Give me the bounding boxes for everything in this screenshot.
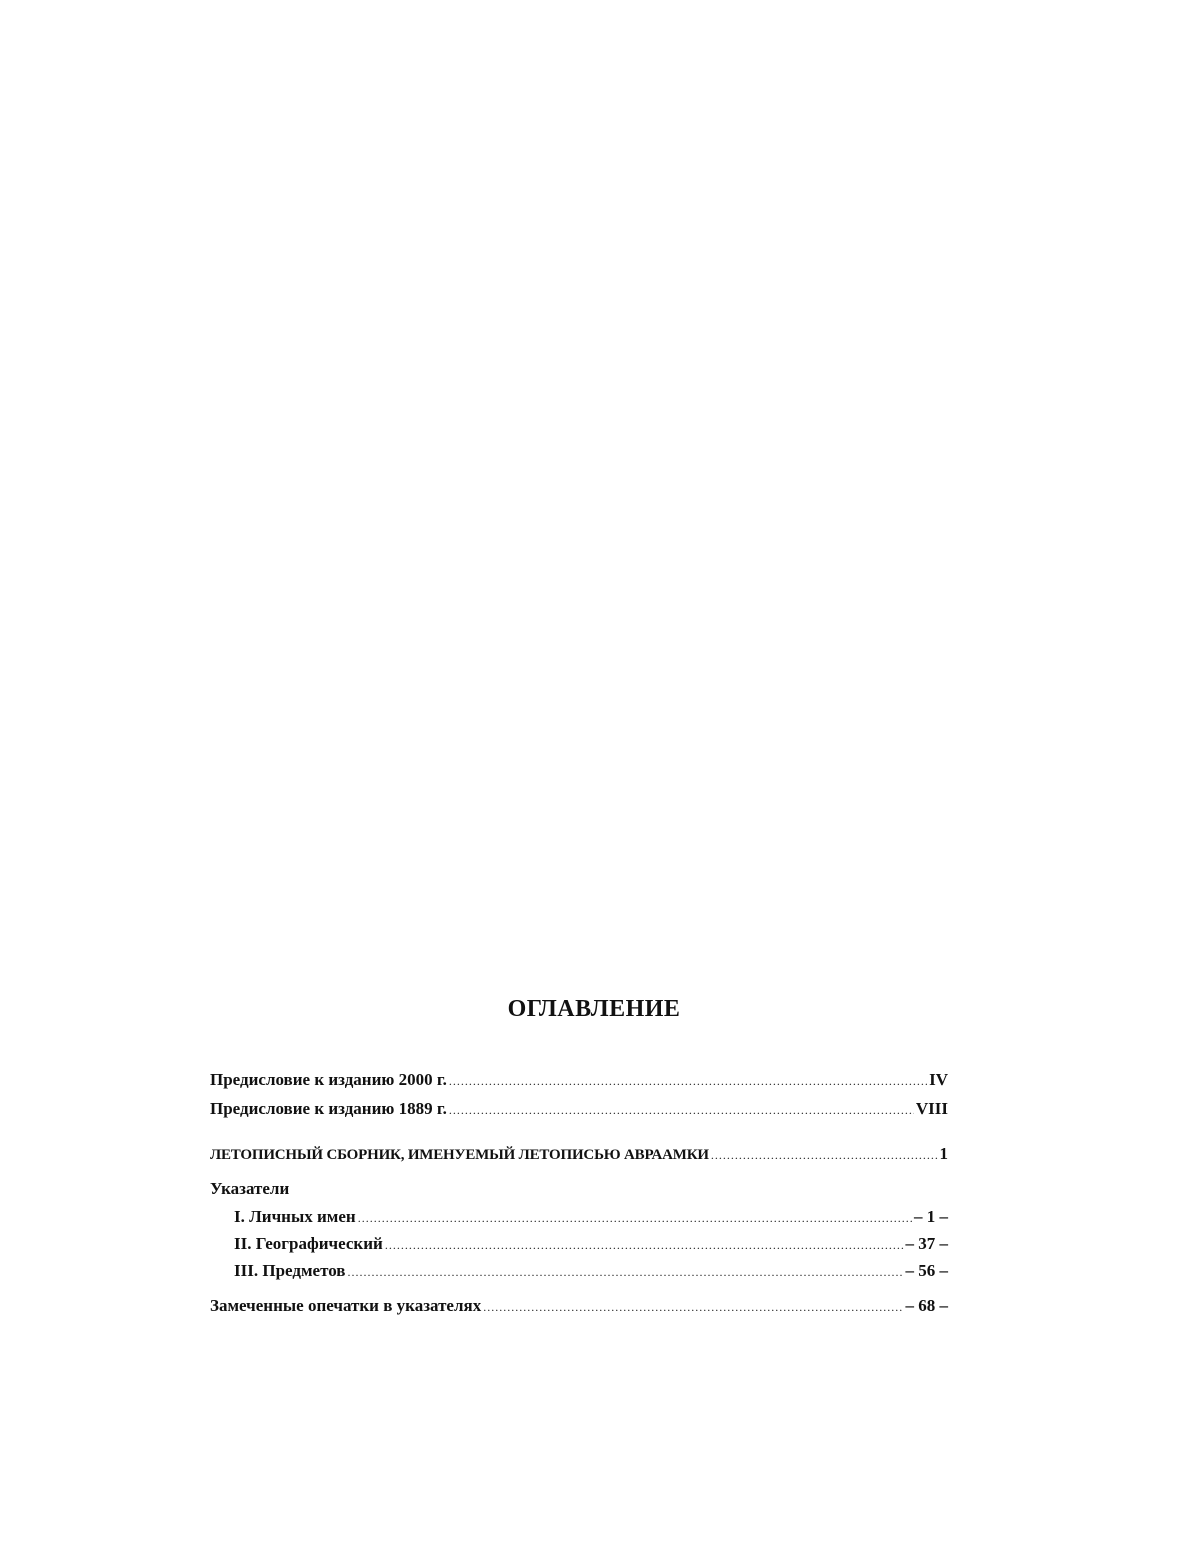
toc-page-number: – 56 – — [905, 1261, 948, 1280]
dot-leader — [385, 1238, 904, 1253]
dot-leader — [449, 1074, 927, 1089]
toc-entry-label: I. Личных имен — [234, 1207, 356, 1226]
toc-page-number: – 1 – — [914, 1207, 948, 1226]
dot-leader — [358, 1211, 912, 1226]
toc-page-number: VIII — [915, 1099, 948, 1118]
toc-page-number: – 68 – — [905, 1296, 948, 1315]
dot-leader — [449, 1103, 914, 1118]
toc-entry-label: II. Географический — [234, 1234, 383, 1253]
toc-entry-label: Замеченные опечатки в указателях — [210, 1296, 482, 1315]
toc-page-number: IV — [929, 1070, 948, 1089]
toc-entry-chronicle[interactable] — [210, 1144, 948, 1164]
toc-entry-index-names[interactable] — [234, 1207, 948, 1227]
page-title: ОГЛАВЛЕНИЕ — [507, 996, 681, 1022]
dot-leader — [347, 1265, 903, 1280]
toc-page-number: – 37 – — [905, 1234, 948, 1253]
toc-entry-preface-2000[interactable] — [210, 1070, 948, 1090]
toc-page-number: 1 — [939, 1144, 948, 1163]
toc-entry-label: Предисловие к изданию 2000 г. — [210, 1070, 447, 1089]
toc-entry-label: Предисловие к изданию 1889 г. — [210, 1099, 447, 1118]
toc-section-heading-indexes: Указатели — [210, 1179, 290, 1198]
toc-entry-index-geographic[interactable] — [234, 1234, 948, 1254]
toc-entry-label: III. Предметов — [234, 1261, 346, 1280]
toc-entry-preface-1889[interactable] — [210, 1099, 948, 1119]
toc-entry-index-subjects[interactable] — [234, 1261, 948, 1281]
dot-leader — [711, 1148, 938, 1163]
dot-leader — [483, 1300, 903, 1315]
toc-entry-errata[interactable] — [210, 1296, 948, 1316]
toc-entry-label: ЛЕТОПИСНЫЙ СБОРНИК, ИМЕНУЕМЫЙ ЛЕТОПИСЬЮ АВРААМКИ — [210, 1147, 709, 1163]
